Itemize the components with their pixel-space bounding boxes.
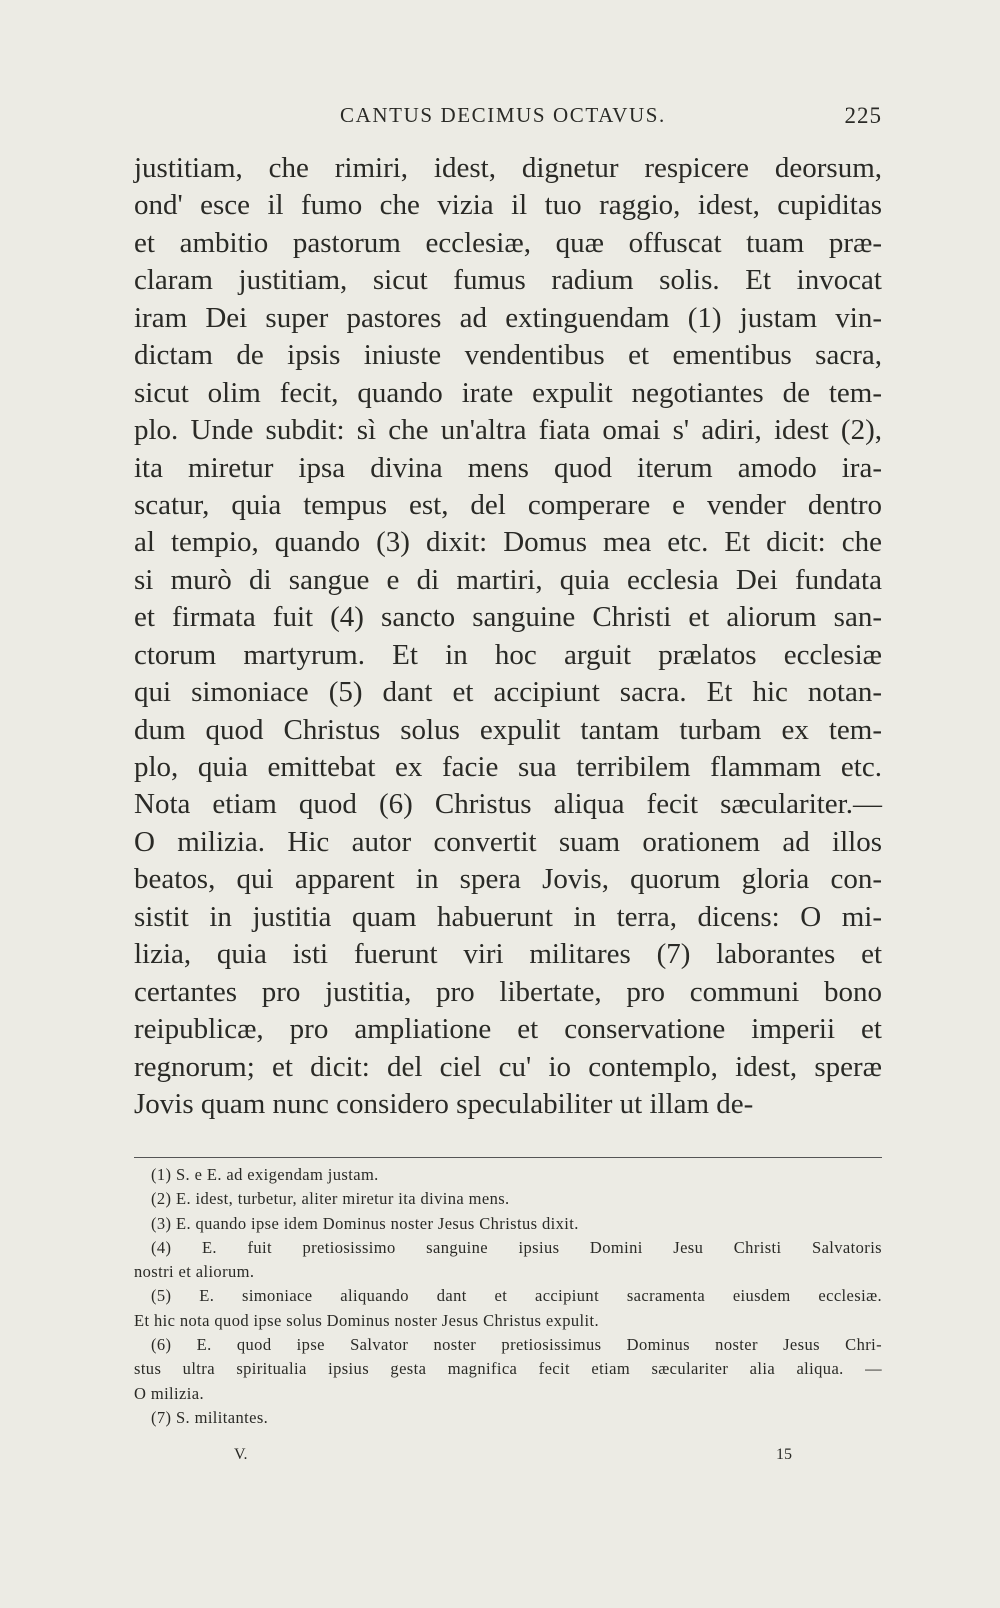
footnote-divider — [134, 1157, 882, 1158]
text-line: al tempio, quando (3) dixit: Domus mea etc. Et dicit: che — [134, 526, 882, 559]
footnotes — [134, 1163, 882, 1430]
text-line: et ambitio pastorum ecclesiæ, quæ offuscat tuam præ- — [134, 226, 882, 259]
text-line: ond' esce il fumo che vizia il tuo raggio, idest, cupiditas — [134, 189, 882, 222]
text-line: ita miretur ipsa divina mens quod iterum amodo ira- — [134, 451, 882, 484]
text-line: dictam de ipsis iniuste vendentibus et ementibus sacra, — [134, 339, 882, 372]
text-line: plo, quia emittebat ex facie sua terribilem flammam etc. — [134, 751, 882, 783]
text-line: O milizia. Hic autor convertit suam orationem ad illos — [134, 825, 882, 858]
text-line: claram justitiam, sicut fumus radium solis. Et invocat — [134, 264, 882, 297]
footnote-line: stus ultra spiritualia ipsius gesta magnifica fecit etiam sæculariter alia aliqua. — — [134, 1359, 882, 1379]
text-line: qui simoniace (5) dant et accipiunt sacra. Et hic notan- — [134, 676, 882, 709]
footnote-line: (6) E. quod ipse Salvator noster pretiosissimus Dominus noster Jesus Chri- — [151, 1335, 882, 1355]
footnote-line: nostri et aliorum. — [134, 1262, 255, 1282]
text-line: lizia, quia isti fuerunt viri militares (7) laborantes et — [134, 938, 882, 971]
footnote-line: (3) E. quando ipse idem Dominus noster Jesus Christus dixit. — [151, 1213, 579, 1233]
footnote-line: (5) E. simoniace aliquando dant et accipiunt sacramenta eiusdem ecclesiæ. — [151, 1286, 882, 1306]
text-line: ctorum martyrum. Et in hoc arguit prælatos ecclesiæ — [134, 638, 882, 671]
footnote-line: (1) S. e E. ad exigendam justam. — [151, 1165, 379, 1184]
footnote-line: (4) E. fuit pretiosissimo sanguine ipsius Domini Jesu Christi Salvatoris — [151, 1237, 882, 1257]
text-line: regnorum; et dicit: del ciel cu' io contemplo, idest, speræ — [134, 1050, 882, 1083]
text-line: reipublicæ, pro ampliatione et conservatione imperii et — [134, 1013, 882, 1046]
footnote-line: (7) S. militantes. — [151, 1407, 269, 1427]
text-line: scatur, quia tempus est, del comperare e vender dentro — [134, 488, 882, 521]
text-line: Nota etiam quod (6) Christus aliqua fecit sæculariter.— — [134, 788, 882, 821]
text-line: certantes pro justitia, pro libertate, pro communi bono — [134, 975, 882, 1008]
footnote-line: (2) E. idest, turbetur, aliter miretur ita divina mens. — [151, 1189, 510, 1209]
sheet-number: 15 — [776, 1446, 792, 1463]
text-line: et firmata fuit (4) sancto sanguine Christi et aliorum san- — [134, 601, 882, 634]
text-line: plo. Unde subdit: sì che un'altra fiata omai s' adiri, idest (2), — [134, 414, 882, 447]
text-line: iram Dei super pastores ad extinguendam (1) justam vin- — [134, 301, 882, 334]
text-line: beatos, qui apparent in spera Jovis, quorum gloria con- — [134, 863, 882, 896]
running-title: CANTUS DECIMUS OCTAVUS. — [340, 103, 666, 127]
footnote-line: Et hic nota quod ipse solus Dominus noster Jesus Christus expulit. — [134, 1310, 600, 1330]
text-line: si murò di sangue e di martiri, quia ecclesia Dei fundata — [134, 563, 882, 596]
main-text — [134, 150, 882, 1123]
footnote-line: O milizia. — [134, 1383, 204, 1403]
page-number: 225 — [844, 103, 882, 128]
page-header — [134, 103, 882, 133]
text-line: sicut olim fecit, quando irate expulit negotiantes de tem- — [134, 376, 882, 409]
text-line: justitiam, che rimiri, idest, dignetur respicere deorsum, — [134, 152, 882, 184]
text-line: dum quod Christus solus expulit tantam turbam ex tem- — [134, 713, 882, 746]
text-line: sistit in justitia quam habuerunt in terra, dicens: O mi- — [134, 900, 882, 933]
signature-mark: V. — [234, 1446, 248, 1463]
text-line: Jovis quam nunc considero speculabiliter ut illam de- — [134, 1087, 754, 1120]
